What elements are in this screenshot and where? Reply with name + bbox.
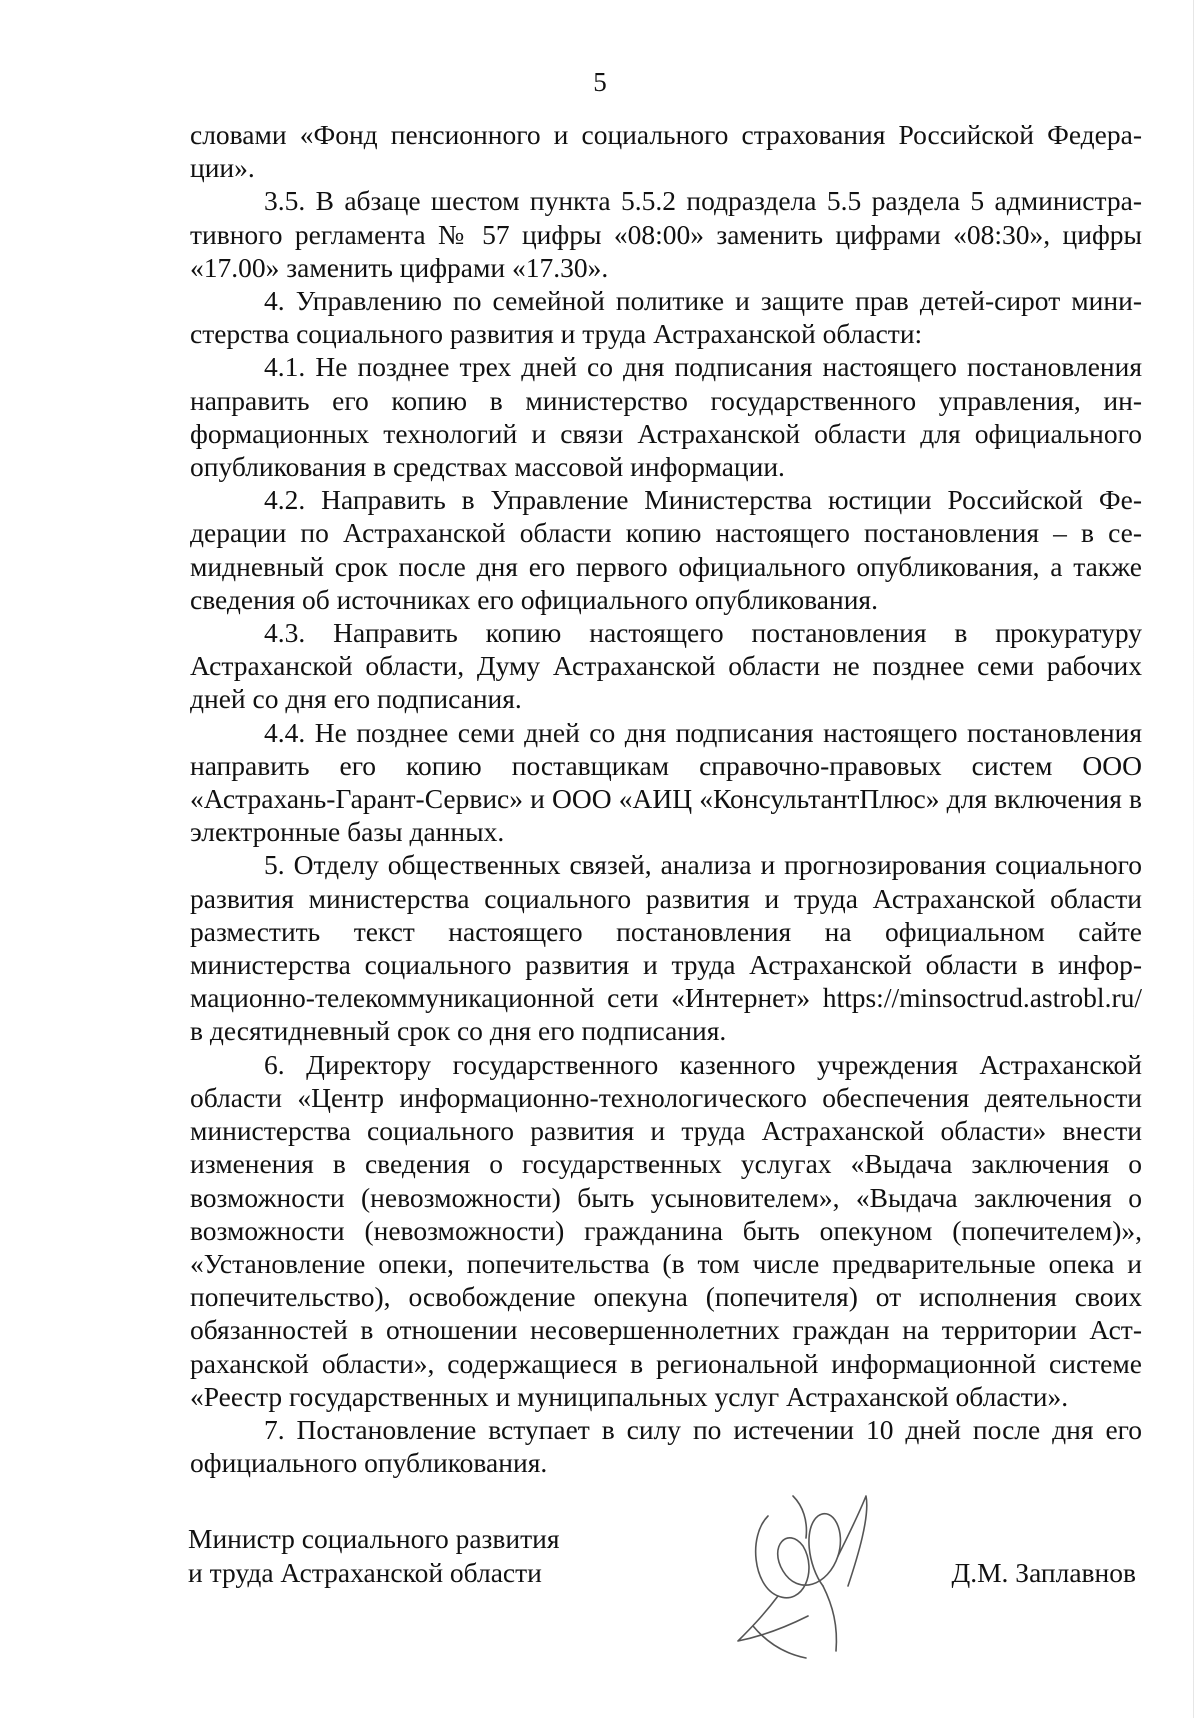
signatory-title [188,1522,559,1590]
paragraph-4-3: 4.3. Направить копию настоящего постановления в прокуратуру Астраханской области, Думу Астраханской области не позднее семи рабочих дней со дня его подписания. [190,617,1142,715]
paragraph-3-5: 3.5. В абзаце шестом пункта 5.5.2 подраздела 5.5 раздела 5 административного регламента № 57 цифры «08:00» заменить цифрами «08:30», цифры «17.00» заменить цифрами «17.30». [190,185,1142,283]
signature-block [188,1522,1148,1672]
scan-edge-line [1193,0,1194,1718]
signatory-title-line-1: Министр социального развития [188,1523,560,1554]
paragraph-continuation: словами «Фонд пенсионного и социального страхования Российской Федерации». [190,119,1142,184]
paragraph-4-2: 4.2. Направить в Управление Министерства юстиции Российской Федерации по Астраханской области копию настоящего постановления – в семидневный срок после дня его первого официального опубликования, а также сведения об источниках его официального опубликования. [190,484,1142,615]
handwritten-signature [708,1476,888,1676]
paragraph-7: 7. Постановление вступает в силу по истечении 10 дней после дня его официального опубликования. [190,1413,1142,1479]
signatory-title-line-2: и труда Астраханской области [188,1557,542,1588]
paragraph-4: 4. Управлению по семейной политике и защите прав детей-сирот министерства социального развития и труда Астраханской области: [190,285,1142,350]
paragraph-4-4: 4.4. Не позднее семи дней со дня подписания настоящего постановления направить его копию поставщикам справочно-правовых систем ООО «Астрахань-Гарант-Сервис» и ООО «АИЦ «КонсультантПлюс» для включения в электронные базы данных. [190,716,1142,848]
paragraph-4-1: 4.1. Не позднее трех дней со дня подписания настоящего постановления направить его копию в министерство государственного управления, информационных технологий и связи Астраханской области для официального опубликования в средствах массовой информации. [190,351,1142,483]
signatory-name: Д.М. Заплавнов [951,1557,1136,1588]
paragraph-6: 6. Директору государственного казенного учреждения Астраханской области «Центр информационно-технологического обеспечения деятельности министерства социального развития и труда Астраханской области» внести изменения в сведения о государственных услугах «Выдача заключения о возможности (невозможности) быть усыновителем», «Выдача заключения о возможности (невозможности) гражданина быть опекуном (попечителем)», «Установление опеки, попечительства (в том числе предварительные опека и попечительство), освобождение опекуна (попечителя) от исполнения своих обязанностей в отношении несовершеннолетних граждан на территории Астраханской области», содержащиеся в региональной информационной системе «Реестр государственных и муниципальных услуг Астраханской области». [190,1048,1142,1412]
paragraph-5: 5. Отделу общественных связей, анализа и прогнозирования социального развития министерства социального развития и труда Астраханской области разместить текст настоящего постановления на официальном сайте министерства социального развития и труда Астраханской области в информационно-телекоммуникационной сети «Интернет» https://minsoctrud.astrobl.ru/ в десятидневный срок со дня его подписания. [190,849,1142,1047]
document-body [190,118,1142,1479]
page-number: 5 [593,67,607,97]
